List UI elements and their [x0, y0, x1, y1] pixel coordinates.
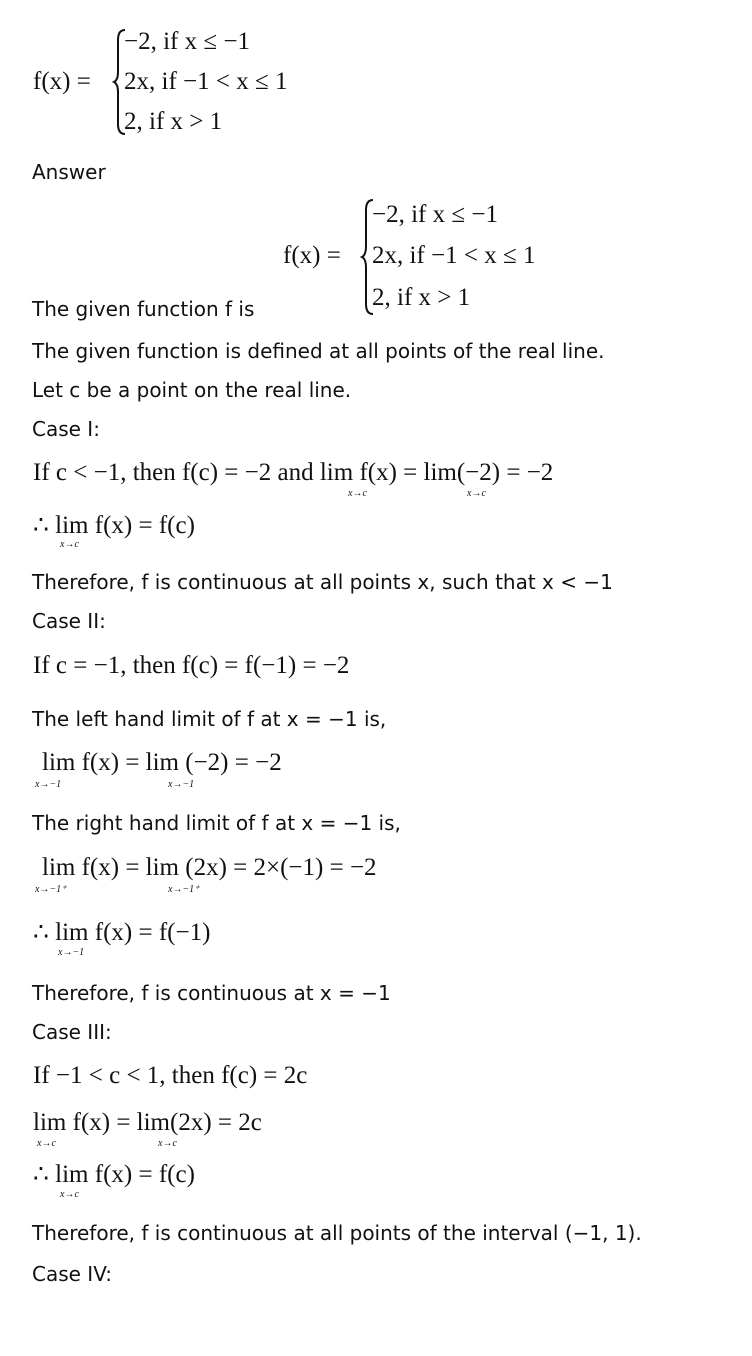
case-3-label: Case III:: [32, 1020, 112, 1044]
case-2-right-limit-eq: lim f(x) = lim (2x) = 2×(−1) = −2: [42, 854, 377, 881]
case-4-label: Case IV:: [32, 1262, 112, 1286]
let-c-text: Let c be a point on the real line.: [32, 378, 352, 402]
case-2-conclusion: Therefore, f is continuous at x = −1: [32, 981, 391, 1005]
case-1-label: Case I:: [32, 417, 100, 441]
piecewise-case-1: −2, if x ≤ −1: [124, 28, 250, 55]
case-1-conclusion: Therefore, f is continuous at all points x, such that x < −1: [32, 570, 613, 594]
case-3-conclusion: Therefore, f is continuous at all points of the interval (−1, 1).: [32, 1221, 642, 1245]
case-1-line-2-sub: x→c: [60, 539, 79, 550]
piecewise-case-3b: 2, if x > 1: [372, 284, 471, 311]
case-2-left-sub-b: x→−1: [168, 779, 195, 790]
piecewise-lhs: f(x) =: [33, 68, 91, 95]
piecewise-case-3: 2, if x > 1: [124, 108, 223, 135]
case-2-right-sub-b: x→−1⁺: [168, 884, 200, 895]
case-3-line-3-sub: x→c: [60, 1189, 79, 1200]
defined-text: The given function is defined at all points of the real line.: [32, 339, 605, 363]
case-3-line-2-sub-b: x→c: [158, 1138, 177, 1149]
case-3-line-3: ∴ lim f(x) = f(c): [33, 1161, 195, 1188]
answer-heading: Answer: [32, 160, 106, 184]
piecewise-case-2b: 2x, if −1 < x ≤ 1: [372, 242, 536, 269]
case-1-line-2: ∴ lim f(x) = f(c): [33, 512, 195, 539]
case-1-line-1: If c < −1, then f(c) = −2 and lim f(x) = lim(−2) = −2: [33, 459, 554, 486]
piecewise-case-1b: −2, if x ≤ −1: [372, 201, 498, 228]
case-2-left-limit-eq: lim f(x) = lim (−2) = −2: [42, 749, 282, 776]
case-2-therefore-eq: ∴ lim f(x) = f(−1): [33, 919, 211, 946]
case-2-line-1: If c = −1, then f(c) = f(−1) = −2: [33, 652, 350, 679]
piecewise-case-2: 2x, if −1 < x ≤ 1: [124, 68, 288, 95]
case-3-line-2: lim f(x) = lim(2x) = 2c: [33, 1109, 262, 1136]
case-2-label: Case II:: [32, 609, 106, 633]
case-1-line-1-sub-a: x→c: [348, 488, 367, 499]
case-2-therefore-sub: x→−1: [58, 947, 85, 958]
case-2-right-limit-text: The right hand limit of f at x = −1 is,: [32, 811, 401, 835]
case-2-left-sub-a: x→−1: [35, 779, 62, 790]
piecewise-lhs-2: f(x) =: [283, 242, 341, 269]
case-1-line-1-sub-b: x→c: [467, 488, 486, 499]
case-3-line-1: If −1 < c < 1, then f(c) = 2c: [33, 1062, 308, 1089]
case-2-right-sub-a: x→−1⁺: [35, 884, 67, 895]
case-2-left-limit-text: The left hand limit of f at x = −1 is,: [32, 707, 387, 731]
given-function-text: The given function f is: [32, 297, 255, 321]
case-3-line-2-sub-a: x→c: [37, 1138, 56, 1149]
